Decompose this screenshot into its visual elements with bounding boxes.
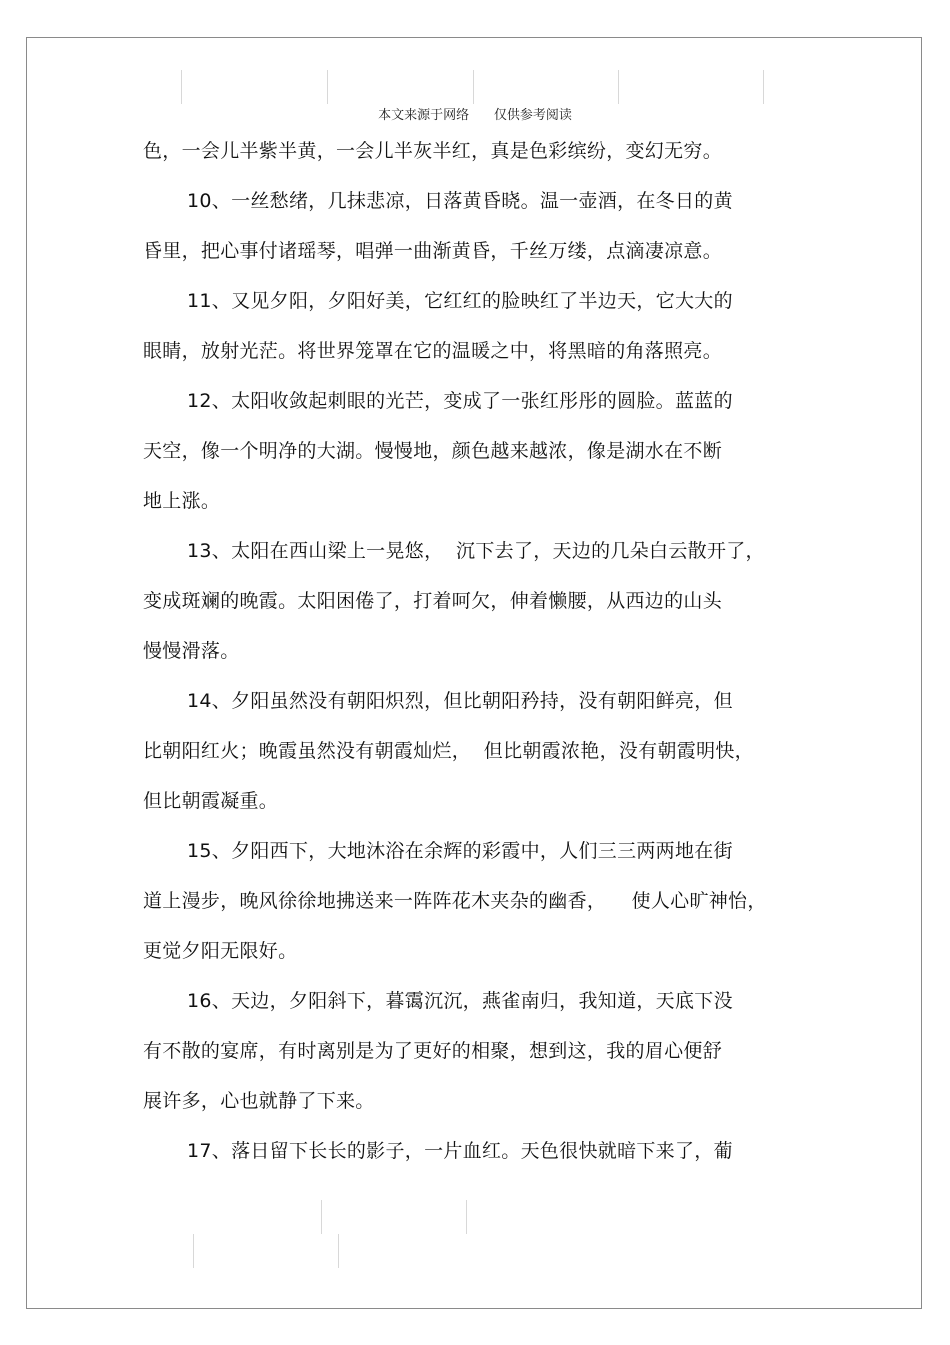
text-line: 有不散的宴席，有时离别是为了更好的相聚，想到这，我的眉心便舒 [143, 1040, 723, 1062]
page-border [26, 37, 922, 1309]
text-line: 昏里，把心事付诸瑶琴，唱弹一曲渐黄昏，千丝万缕，点滴凄凉意。 [143, 240, 723, 262]
text-line: 16、天边，夕阳斜下，暮霭沉沉，燕雀南归，我知道，天底下没 [187, 990, 733, 1012]
text-line: 展许多，心也就静了下来。 [143, 1090, 375, 1112]
divider-line [763, 70, 764, 104]
divider-line [466, 1200, 467, 1234]
text-line: 13、太阳在西山梁上一晃悠， 沉下去了，天边的几朵白云散开了， [187, 540, 765, 562]
text-line: 10、一丝愁绪，几抹悲凉，日落黄昏晓。温一壶酒，在冬日的黄 [187, 190, 733, 212]
text-line: 14、夕阳虽然没有朝阳炽烈，但比朝阳矜持，没有朝阳鲜亮，但 [187, 690, 733, 712]
text-line: 慢慢滑落。 [143, 640, 240, 662]
divider-line [181, 70, 182, 104]
text-line: 比朝阳红火；晚霞虽然没有朝霞灿烂， 但比朝霞浓艳，没有朝霞明快， [143, 740, 754, 762]
text-line: 天空，像一个明净的大湖。慢慢地，颜色越来越浓，像是湖水在不断 [143, 440, 723, 462]
divider-line [193, 1234, 194, 1268]
divider-line [321, 1200, 322, 1234]
divider-line [618, 70, 619, 104]
text-line: 15、夕阳西下，大地沐浴在余辉的彩霞中，人们三三两两地在街 [187, 840, 733, 862]
text-line: 17、落日留下长长的影子，一片血红。天色很快就暗下来了，葡 [187, 1140, 733, 1162]
text-line: 地上涨。 [143, 490, 221, 512]
divider-line [473, 70, 474, 104]
text-line: 变成斑斓的晚霞。太阳困倦了，打着呵欠，伸着懒腰，从西边的山头 [143, 590, 723, 612]
text-line: 眼睛，放射光茫。将世界笼罩在它的温暖之中，将黑暗的角落照亮。 [143, 340, 723, 362]
text-line: 更觉夕阳无限好。 [143, 940, 298, 962]
text-line: 道上漫步，晚风徐徐地拂送来一阵阵花木夹杂的幽香， 使人心旷神怡， [143, 890, 767, 912]
divider-line [327, 70, 328, 104]
divider-line [338, 1234, 339, 1268]
text-line: 11、又见夕阳，夕阳好美，它红红的脸映红了半边天，它大大的 [187, 290, 733, 312]
text-line: 色，一会儿半紫半黄，一会儿半灰半红，真是色彩缤纷，变幻无穷。 [143, 140, 723, 162]
text-line: 但比朝霞凝重。 [143, 790, 279, 812]
page-header: 本文来源于网络 仅供参考阅读 [378, 108, 572, 123]
text-line: 12、太阳收敛起刺眼的光芒，变成了一张红彤彤的圆脸。蓝蓝的 [187, 390, 733, 412]
